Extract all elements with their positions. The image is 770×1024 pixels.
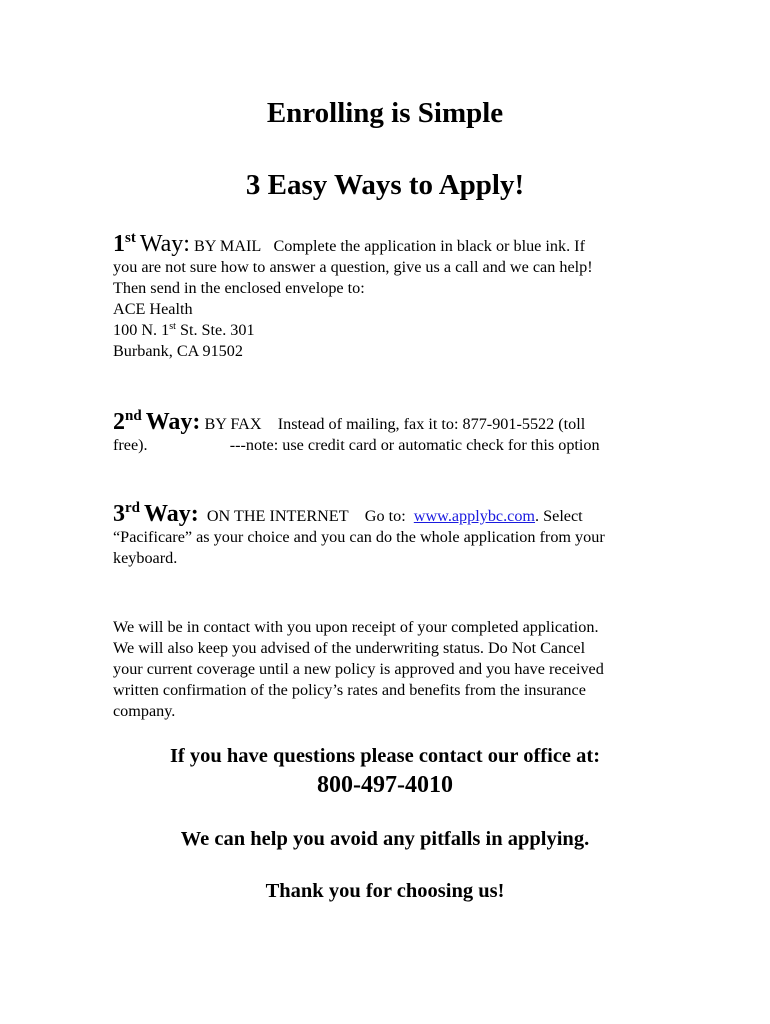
info-line-2: We will also keep you advised of the underwriting status. Do Not Cancel — [113, 639, 586, 657]
way-2-number: 2nd — [113, 408, 142, 435]
way-2-section — [113, 408, 658, 456]
contact-heading: If you have questions please contact our office at: — [169, 745, 601, 767]
info-line-3: your current coverage until a new policy is approved and you have received — [113, 660, 604, 678]
info-line-5: company. — [113, 702, 176, 720]
way-3-line-1 — [113, 500, 658, 527]
phone-number: 800-497-4010 — [317, 772, 453, 798]
way-3-method: ON THE INTERNET — [206, 507, 349, 525]
way-1-text-1: Complete the application in black or blue ink. If — [273, 237, 585, 255]
way-1-number: 1st — [113, 230, 136, 257]
way-2-line-2 — [113, 435, 658, 456]
thank-you-note: Thank you for choosing us! — [265, 880, 505, 902]
info-paragraph — [113, 617, 658, 722]
way-1-section — [113, 230, 658, 362]
way-1-line-1 — [113, 230, 658, 257]
applybc-link[interactable]: www.applybc.com — [413, 507, 536, 525]
info-line-4: written confirmation of the policy’s rates and benefits from the insurance — [113, 681, 586, 699]
way-2-note: ---note: use credit card or automatic check for this option — [229, 436, 600, 454]
address-line-1: ACE Health — [113, 300, 193, 318]
page-subtitle: 3 Easy Ways to Apply! — [245, 169, 525, 201]
way-2-text-1: Instead of mailing, fax it to: 877-901-5522 (toll — [277, 415, 586, 433]
address-line-3: Burbank, CA 91502 — [113, 342, 243, 360]
way-2-text-2a: free). — [113, 436, 148, 454]
way-1-label: Way: — [139, 231, 190, 257]
page-title: Enrolling is Simple — [266, 97, 504, 129]
way-3-text-1-after: . Select — [535, 507, 583, 525]
help-statement: We can help you avoid any pitfalls in applying. — [180, 828, 590, 850]
way-3-section — [113, 500, 658, 569]
way-3-label: Way: — [144, 501, 199, 527]
way-2-method: BY FAX — [204, 415, 262, 433]
way-2-label: Way: — [145, 409, 201, 435]
way-1-text-2: you are not sure how to answer a question, give us a call and we can help! — [113, 258, 593, 276]
way-1-method: BY MAIL — [194, 237, 262, 255]
way-1-text-3: Then send in the enclosed envelope to: — [113, 279, 365, 297]
way-3-number: 3rd — [113, 500, 140, 527]
way-2-line-1 — [113, 408, 658, 435]
way-3-text-3: keyboard. — [113, 549, 178, 567]
address-line-2: 100 N. 1st St. Ste. 301 — [113, 321, 255, 339]
way-3-text-2: “Pacificare” as your choice and you can do the whole application from your — [113, 528, 605, 546]
info-line-1: We will be in contact with you upon receipt of your completed application. — [113, 618, 599, 636]
way-3-goto: Go to: — [364, 507, 406, 525]
